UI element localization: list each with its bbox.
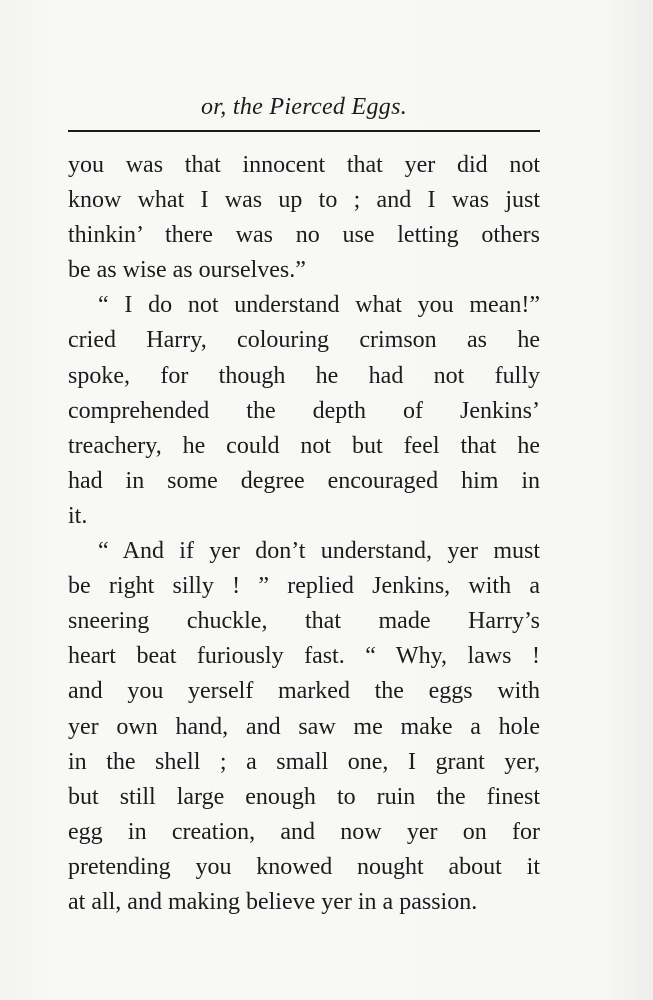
text-line: spoke, for though he had not fully <box>68 362 540 389</box>
text-line: heart beat furiously fast. “ Why, laws ! <box>68 643 540 670</box>
text-line: at all, and making believe yer in a passion. <box>68 888 478 915</box>
text-line: in the shell ; a small one, I grant yer, <box>68 748 540 775</box>
text-line: had in some degree encouraged him in <box>68 467 540 494</box>
text-line: egg in creation, and now yer on for <box>68 818 540 845</box>
body-text <box>68 148 540 920</box>
text-line: know what I was up to ; and I was just <box>68 187 540 214</box>
text-line: sneering chuckle, that made Harry’s <box>68 608 540 635</box>
text-line: but still large enough to ruin the finest <box>68 783 540 810</box>
paragraph <box>68 288 540 534</box>
text-line: you was that innocent that yer did not <box>68 152 540 178</box>
text-line: treachery, he could not but feel that he <box>68 432 540 459</box>
text-line: thinkin’ there was no use letting others <box>68 222 540 249</box>
paragraph <box>68 148 540 288</box>
text-line: and you yerself marked the eggs with <box>68 678 540 705</box>
text-line: “ I do not understand what you mean!” <box>98 292 540 319</box>
text-line: yer own hand, and saw me make a hole <box>68 713 540 740</box>
header-rule <box>68 130 540 132</box>
paragraph <box>68 534 540 920</box>
text-line: “ And if yer don’t understand, yer must <box>98 538 540 565</box>
text-line: pretending you knowed nought about it <box>68 853 540 880</box>
text-line: it. <box>68 502 88 529</box>
running-head: or, the Pierced Eggs. <box>200 94 408 120</box>
text-line: comprehended the depth of Jenkins’ <box>68 397 540 424</box>
text-line: cried Harry, colouring crimson as he <box>68 327 540 354</box>
text-line: be as wise as ourselves.” <box>68 257 306 284</box>
text-line: be right silly ! ” replied Jenkins, with a <box>68 573 540 600</box>
